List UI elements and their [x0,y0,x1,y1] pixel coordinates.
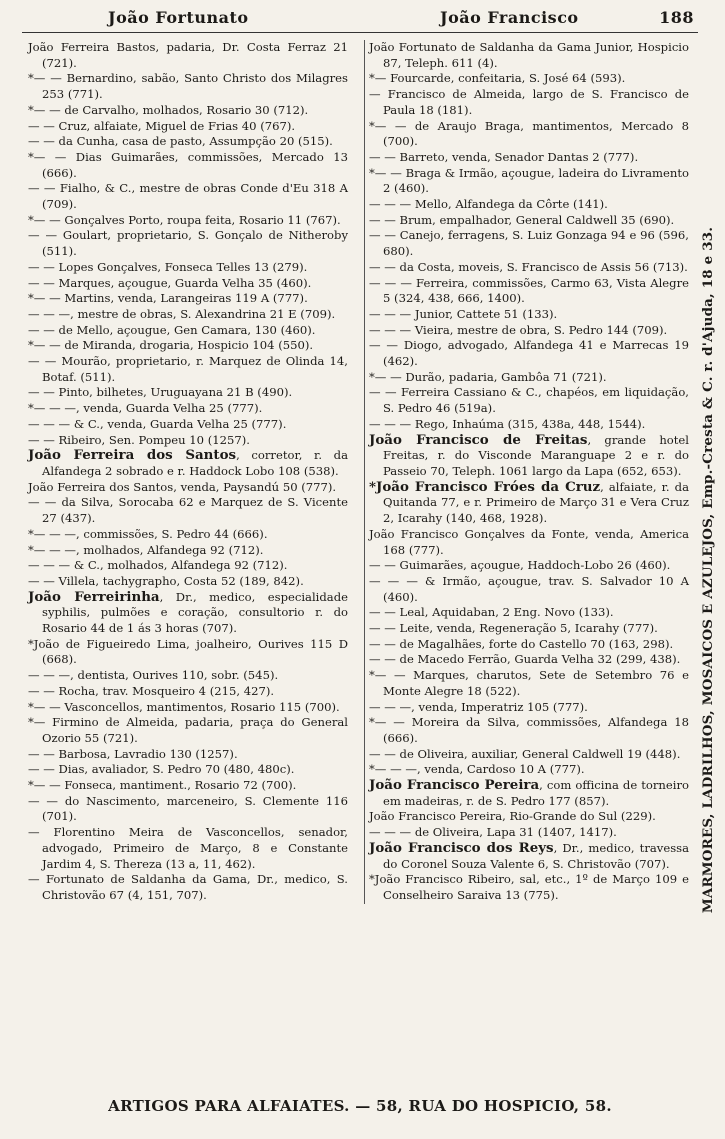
directory-entry: — — Canejo, ferragens, S. Luiz Gonzaga 94 e 96 (596, 680). [369,228,689,259]
directory-entry: — — Pinto, bilhetes, Uruguayana 21 B (490). [28,385,293,400]
directory-entry: — — Lopes Gonçalves, Fonseca Telles 13 (279). [28,259,308,274]
directory-entry: *— Firmino de Almeida, padaria, praça do General Ozorio 55 (721). [28,715,348,745]
directory-entry: — — — Junior, Cattete 51 (133). [369,306,558,321]
directory-entry: — — Dias, avaliador, S. Pedro 70 (480, 480c). [28,762,295,777]
directory-entry: — — da Costa, moveis, S. Francisco de Assis 56 (713). [369,259,688,274]
directory-entry: — — de Magalhães, forte do Castello 70 (163, 298). [369,636,674,651]
directory-entry: — — Barbosa, Lavradio 130 (1257). [28,746,238,761]
directory-entry: — — — & C., venda, Guarda Velha 25 (777). [28,416,287,431]
directory-entry: — — — Vieira, mestre de obra, S. Pedro 144 (709). [369,322,668,337]
directory-entry: *— — Bernardino, sabão, Santo Christo dos Milagres 253 (771). [28,71,348,102]
directory-entry: — Florentino Meira de Vasconcellos, senador, advogado, Primeiro de Março, 8 e Constante Jardim 4, S. Thereza (13 a, 11, 462). [28,825,348,871]
directory-entry: — — —, dentista, Ourives 110, sobr. (545). [28,668,279,683]
directory-entry [369,480,689,527]
directory-entry: — — Brum, empalhador, General Caldwell 35 (690). [369,212,675,227]
side-advertisement-text: MARMORES, LADRILHOS, MOSAICOS E AZULEJOS, Emp.-Cresta & C. r. d'Ajuda, 18 e 33. [700,226,716,914]
directory-entry [369,841,689,872]
directory-entry [369,778,689,809]
directory-entry: *— — Vasconcellos, mantimentos, Rosario 115 (700). [28,699,340,714]
directory-entry: *— — Moreira da Silva, commissões, Alfandega 18 (666). [369,715,689,745]
entry-bold-name: João Ferreirinha [28,588,160,605]
page-number: 188 [659,8,694,27]
directory-entry: — — da Cunha, casa de pasto, Assumpção 20 (515). [28,134,333,149]
directory-entry: — — —, venda, Imperatriz 105 (777). [369,699,588,714]
directory-entry: — — da Silva, Sorocaba 62 e Marquez de S. Vicente 27 (437). [28,495,348,526]
directory-entry: *— — de Miranda, drogaria, Hospicio 104 (550). [28,338,314,353]
directory-entry: — — — Ferreira, commissões, Carmo 63, Vista Alegre 5 (324, 438, 666, 1400). [369,275,689,306]
directory-entry: *João Francisco Ribeiro, sal, etc., 1º de Março 109 e Conselheiro Saraiva 13 (775). [369,872,689,902]
directory-entry: *— — Dias Guimarães, commissões, Mercado 13 (666). [28,149,348,180]
entry-bold-name: *João Francisco Fróes da Cruz [369,478,601,495]
directory-entry: — Fortunato de Saldanha da Gama, Dr., medico, S. Christovão 67 (4, 151, 707). [28,872,348,902]
directory-entry: — — Cruz, alfaiate, Miguel de Frias 40 (767). [28,118,296,133]
directory-entry: — — Villela, tachygrapho, Costa 52 (189, 842). [28,573,304,588]
page-header [22,6,698,33]
directory-entry [28,448,348,479]
directory-entry: — — do Nascimento, marceneiro, S. Clemente 116 (701). [28,793,348,824]
directory-entry: — — de Oliveira, auxiliar, General Caldwell 19 (448). [369,746,681,761]
directory-entry: — — — & C., molhados, Alfandega 92 (712). [28,558,288,573]
directory-entry: *— Fourcarde, confeitaria, S. José 64 (593). [369,71,626,86]
directory-entry: — — Rocha, trav. Mosqueiro 4 (215, 427). [28,683,275,698]
directory-entry: — — Ribeiro, Sen. Pompeu 10 (1257). [28,432,250,447]
footer-advertisement: ARTIGOS PARA ALFAIATES. — 58, RUA DO HOSPICIO, 58. [108,1097,612,1115]
directory-entry: *— — —, molhados, Alfandega 92 (712). [28,542,264,557]
directory-entry: *— — Marques, charutos, Sete de Setembro 76 e Monte Alegre 18 (522). [369,668,689,698]
entry-text: , com officina de torneiro em madeiras, r. de S. Pedro 177 (857). [383,778,689,808]
directory-entry: — — de Macedo Ferrão, Guarda Velha 32 (299, 438). [369,652,681,667]
directory-entry: *— — Gonçalves Porto, roupa feita, Rosario 11 (767). [28,212,341,227]
directory-entry: — — Leite, venda, Regeneração 5, Icarahy (777). [369,621,658,636]
directory-entry: *— — de Araujo Braga, mantimentos, Mercado 8 (700). [369,118,689,149]
directory-entry: *— — Durão, padaria, Gambôa 71 (721). [369,369,607,384]
header-right-name: João Francisco [440,8,579,27]
directory-entry: — Francisco de Almeida, largo de S. Francisco de Paula 18 (181). [369,87,689,117]
entry-text: , grande hotel Freitas, r. do Visconde Maranguape 2 e r. do Passeio 70, Teleph. 1061 largo da Lapa (652, 653). [383,432,689,478]
directory-entry: *— — —, venda, Guarda Velha 25 (777). [28,401,263,416]
entry-text: , Dr., medico, especialidade syphilis, pulmões e coração, consultorio r. do Rosario 44 de 1 ás 3 horas (707). [42,589,349,636]
directory-entry: João Ferreira Bastos, padaria, Dr. Costa Ferraz 21 (721). [28,40,348,70]
directory-entry: João Francisco Pereira, Rio-Grande do Sul (229). [369,809,656,824]
directory-entry: — — — & Irmão, açougue, trav. S. Salvador 10 A (460). [369,573,689,604]
entry-bold-name: João Francisco Pereira [369,777,540,794]
directory-entry: — — Ferreira Cassiano & C., chapéos, em liquidação, S. Pedro 46 (519a). [369,385,689,416]
directory-entry: — — Leal, Aquidaban, 2 Eng. Novo (133). [369,605,614,620]
right-column [364,40,689,904]
directory-entry: — — Barreto, venda, Senador Dantas 2 (777). [369,149,639,164]
directory-entry: — — — Mello, Alfandega da Côrte (141). [369,197,608,212]
directory-entry: — — Mourão, proprietario, r. Marquez de Olinda 14, Botaf. (511). [28,354,348,384]
directory-entry: — — — Rego, Inhaúma (315, 438a, 448, 1544). [369,416,646,431]
directory-entry: — — Guimarães, açougue, Haddoch-Lobo 26 (460). [369,558,671,573]
directory-entry: João Fortunato de Saldanha da Gama Junior, Hospicio 87, Teleph. 611 (4). [369,40,689,70]
directory-entry: João Ferreira dos Santos, venda, Paysandú 50 (777). [28,479,337,494]
directory-entry: — — Diogo, advogado, Alfandega 41 e Marrecas 19 (462). [369,338,689,369]
directory-entry: — — —, mestre de obras, S. Alexandrina 21 E (709). [28,306,336,321]
directory-entry: — — Marques, açougue, Guarda Velha 35 (460). [28,275,312,290]
entry-bold-name: João Francisco dos Reys [369,839,554,856]
directory-entry: — — Fialho, & C., mestre de obras Conde d'Eu 318 A (709). [28,181,348,212]
entry-bold-name: João Ferreira dos Santos [28,447,237,464]
entry-text: , corretor, r. da Alfandega 2 sobrado e r. Haddock Lobo 108 (538). [42,448,348,478]
directory-entry: — — de Mello, açougue, Gen Camara, 130 (460). [28,322,316,337]
entry-text: , Dr., medico, travessa do Coronel Souza Valente 6, S. Christovão (707). [383,840,690,871]
directory-entry: — — Goulart, proprietario, S. Gonçalo de Nitheroby (511). [28,228,348,259]
directory-entry: *— — Braga & Irmão, açougue, ladeira do Livramento 2 (460). [369,165,689,196]
directory-entry: *João de Figueiredo Lima, joalheiro, Ourives 115 D (668). [28,636,348,667]
directory-entry [369,433,689,480]
directory-entry: — — — de Oliveira, Lapa 31 (1407, 1417). [369,825,617,840]
directory-entry: *— — Fonseca, mantiment., Rosario 72 (700). [28,778,297,793]
directory-entry: *— — —, commissões, S. Pedro 44 (666). [28,526,268,541]
directory-entry [28,590,348,637]
directory-entry: *— — —, venda, Cardoso 10 A (777). [369,762,585,777]
directory-entry: *— — Martins, venda, Larangeiras 119 A (777). [28,291,308,306]
entry-text: , alfaiate, r. da Quitanda 77, e r. Primeiro de Março 31 e Vera Cruz 2, Icarahy (140, 468, 1928). [383,479,689,526]
entry-bold-name: João Francisco de Freitas [369,431,588,448]
directory-entry: João Francisco Gonçalves da Fonte, venda, America 168 (777). [369,526,689,557]
directory-entry: *— — de Carvalho, molhados, Rosario 30 (712). [28,102,309,117]
header-left-name: João Fortunato [108,8,249,27]
left-column [28,40,348,904]
